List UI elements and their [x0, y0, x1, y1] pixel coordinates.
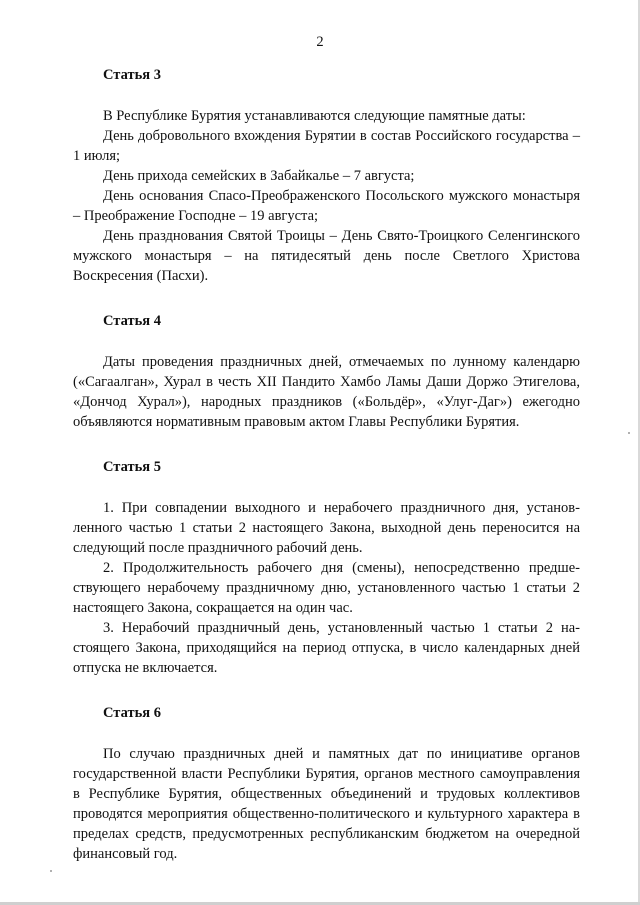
article-paragraph: В Республике Бурятия устанавливаются следующие памятные даты:: [103, 108, 526, 124]
article-paragraph: День прихода семейских в Забайкалье – 7 августа;: [103, 168, 415, 184]
article-paragraph: 3. Нерабочий праздничный день, установленный частью 1 статьи 2 настоящего Закона, приходящийся на период отпуска, в число календарных дней отпуска не включается.: [73, 620, 580, 676]
article-paragraph: День основания Спасо-Преображенского Посольского мужского монастыря – Преображение Господне – 19 августа;: [73, 188, 580, 224]
article-paragraph: 2. Продолжительность рабочего дня (смены), непосредственно предшествующего нерабочему праздничному дню, установленного частью 1 статьи 2 настоящего Закона, сокращается на один час.: [73, 560, 580, 616]
article-paragraph: День добровольного вхождения Бурятии в состав Российского государства – 1 июля;: [73, 128, 580, 164]
article-paragraph: По случаю праздничных дней и памятных дат по инициативе органов государственной власти Республики Бурятия, органов местного самоуправления в Республике Бурятия, общественных объединений и трудовых коллективов проводятся мероприятия общественно-политического и культурного характера в пределах средств, предусмотренных республиканским бюджетом на очередной финансовый год.: [73, 746, 580, 862]
page-number: 2: [316, 34, 324, 50]
article-heading: Статья 6: [103, 705, 161, 721]
article-heading: Статья 3: [103, 67, 161, 83]
article-6: [73, 702, 580, 864]
scan-speck: [628, 432, 630, 434]
article-3: [73, 64, 580, 286]
scan-speck: [50, 870, 52, 872]
article-paragraph: Даты проведения праздничных дней, отмечаемых по лунному календарю («Сагаалган», Хурал в честь XII Пандито Хамбо Ламы Даши Доржо Этигелова, «Дончод Хурал»), народных праздников («Больдёр», «Улуг-Даг») ежегодно объявляются нормативным правовым актом Главы Республики Бурятия.: [73, 354, 580, 430]
article-heading: Статья 4: [103, 313, 161, 329]
article-5: [73, 456, 580, 678]
article-4: [73, 310, 580, 432]
article-paragraph: День празднования Святой Троицы – День Свято-Троицкого Селенгинского мужского монастыря – на пятидесятый день после Светлого Христова Воскресения (Пасхи).: [73, 228, 580, 284]
article-paragraph: 1. При совпадении выходного и нерабочего праздничного дня, установленного частью 1 статьи 2 настоящего Закона, выходной день переносится на следующий после праздничного рабочий день.: [73, 500, 580, 556]
article-heading: Статья 5: [103, 459, 161, 475]
document-body: [73, 64, 580, 864]
